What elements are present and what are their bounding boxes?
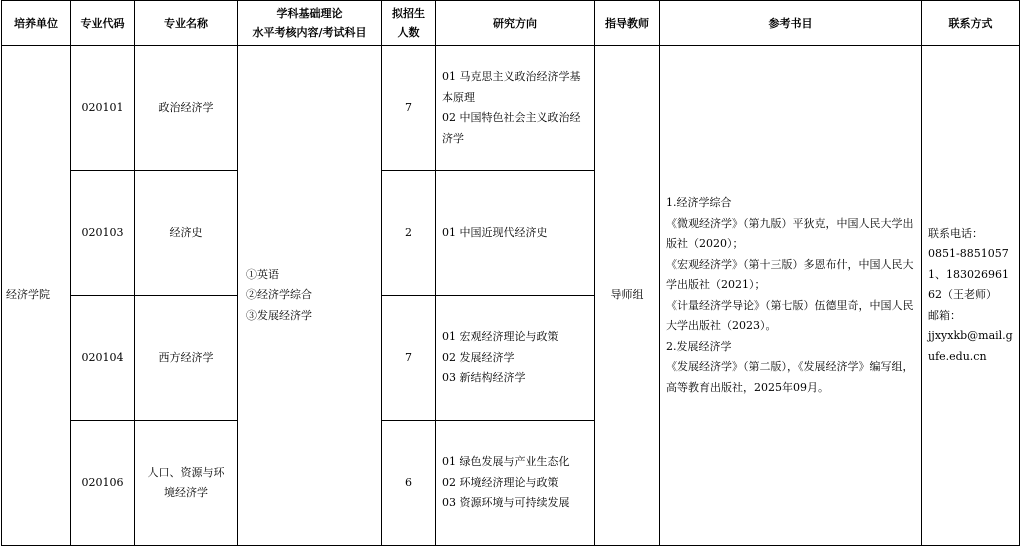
- enrollment-table: [1, 0, 1020, 546]
- header-exam: [238, 1, 382, 46]
- quota-cell: 2: [382, 171, 436, 296]
- major-name-cell: 人口、资源与环境经济学: [135, 421, 238, 546]
- contact-phone-label: 联系电话：: [928, 226, 983, 240]
- header-unit: 培养单位: [2, 1, 71, 46]
- header-row: [2, 1, 1020, 46]
- direction-cell: 01 马克思主义政治经济学基本原理 02 中国特色社会主义政治经济学: [436, 46, 595, 171]
- major-name-cell: 西方经济学: [135, 296, 238, 421]
- unit-cell: 经济学院: [2, 46, 71, 546]
- contact-phone: 0851-88510571、18302696162（王老师）: [928, 247, 1009, 302]
- header-code: 专业代码: [71, 1, 135, 46]
- advisor-cell: 导师组: [595, 46, 660, 546]
- code-cell: 020106: [71, 421, 135, 546]
- quota-cell: 7: [382, 296, 436, 421]
- header-exam-line1: 学科基础理论: [276, 7, 343, 20]
- quota-cell: 6: [382, 421, 436, 546]
- direction-cell: 01 绿色发展与产业生态化 02 环境经济理论与政策 03 资源环境与可持续发展: [436, 421, 595, 546]
- books-cell: 1.经济学综合 《微观经济学》（第九版）平狄克，中国人民大学出版社（2020）； 《宏观经济学》（第十三版）多恩布什，中国人民大学出版社（2021）； 《计量经济学导论》（第七版）伍德里奇，中国人民大学出版社（2023）。 2.发展经济学 《发展经济学》（第二版），《发展经济学》编写组，高等教育出版社，2025年09月。: [660, 46, 922, 546]
- exam-subjects-cell: ①英语 ②经济学综合 ③发展经济学: [238, 46, 382, 546]
- header-books: 参考书目: [660, 1, 922, 46]
- major-name-cell: 政治经济学: [135, 46, 238, 171]
- contact-email-label: 邮箱：: [928, 308, 961, 322]
- header-quota-line2: 人数: [397, 26, 420, 39]
- contact-email: jjxyxkb@mail.gufe.edu.cn: [928, 329, 1013, 363]
- header-exam-line2: 水平考核内容/考试科目: [252, 26, 367, 39]
- direction-cell: 01 中国近现代经济史: [436, 171, 595, 296]
- code-cell: 020104: [71, 296, 135, 421]
- header-direction: 研究方向: [436, 1, 595, 46]
- header-quota: [382, 1, 436, 46]
- direction-cell: 01 宏观经济理论与政策 02 发展经济学 03 新结构经济学: [436, 296, 595, 421]
- header-quota-line1: 拟招生: [392, 7, 425, 20]
- major-name-cell: 经济史: [135, 171, 238, 296]
- header-contact: 联系方式: [922, 1, 1020, 46]
- quota-cell: 7: [382, 46, 436, 171]
- header-name: 专业名称: [135, 1, 238, 46]
- header-advisor: 指导教师: [595, 1, 660, 46]
- code-cell: 020103: [71, 171, 135, 296]
- contact-cell: [922, 46, 1020, 546]
- table-row: [2, 46, 1020, 171]
- code-cell: 020101: [71, 46, 135, 171]
